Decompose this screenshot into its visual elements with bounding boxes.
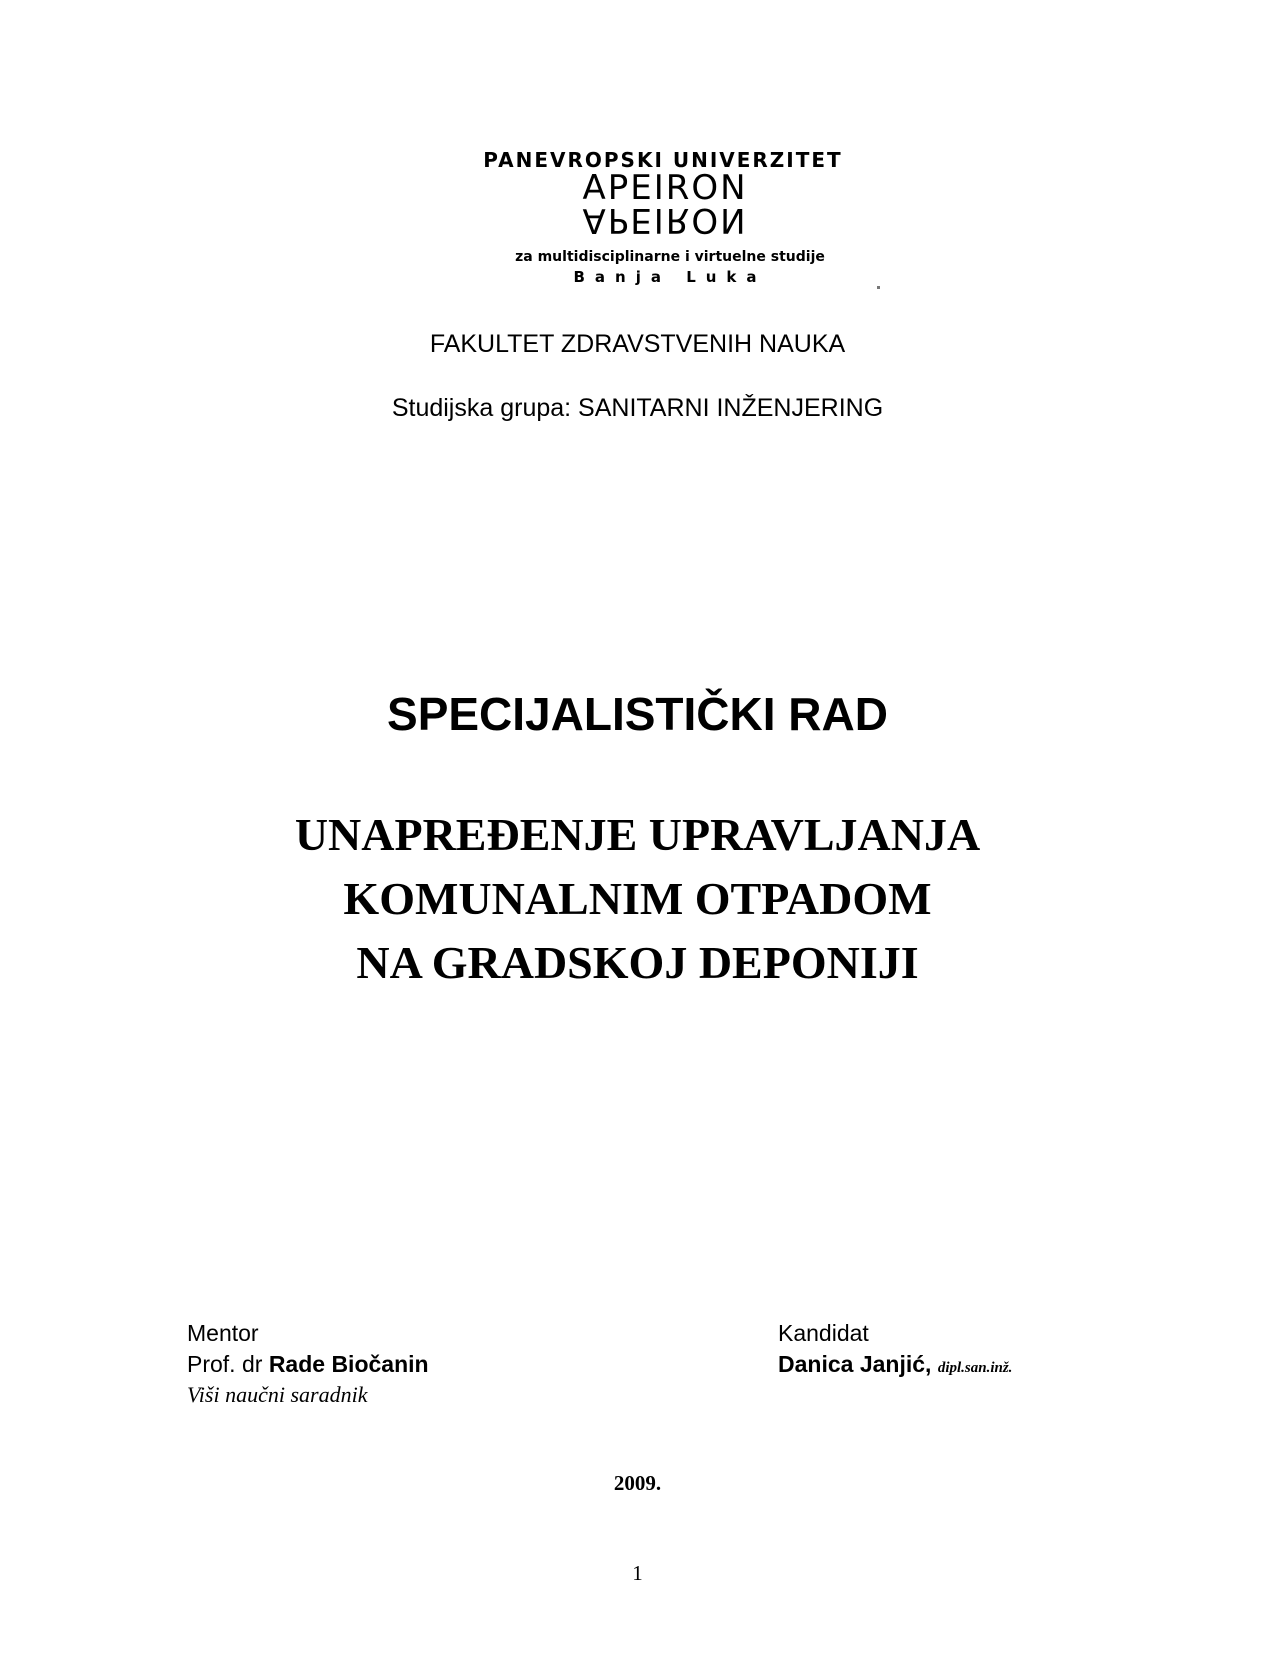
logo-subtitle: za multidisciplinarne i virtuelne studije [515, 249, 825, 265]
candidate-name-line [778, 1351, 1012, 1378]
page-number: 1 [632, 1561, 643, 1585]
mentor-name: Rade Biočanin [268, 1351, 429, 1377]
title-line-1: UNAPREĐENJE UPRAVLJANJA [294, 809, 981, 860]
mentor-prefix: Prof. dr [187, 1351, 269, 1377]
candidate-name: Danica Janjić [778, 1351, 926, 1377]
mentor-name-line [187, 1351, 429, 1378]
title-line-3: NA GRADSKOJ DEPONIJI [356, 937, 919, 988]
faculty-name: FAKULTET ZDRAVSTVENIH NAUKA [429, 330, 846, 358]
candidate-separator: , [925, 1351, 938, 1377]
logo-mirrored-name: APEIRON [582, 200, 748, 240]
study-group: Studijska grupa: SANITARNI INŽENJERING [391, 394, 884, 422]
year: 2009. [613, 1471, 662, 1495]
mentor-title: Viši naučni saradnik [187, 1382, 368, 1407]
scan-speck [877, 286, 880, 289]
logo-university-name: PANEVROPSKI UNIVERZITET [483, 148, 843, 172]
candidate-degree: dipl.san.inž. [937, 1360, 1013, 1376]
logo-city: Banja Luka [573, 268, 767, 286]
document-type: SPECIJALISTIČKI RAD [387, 688, 888, 740]
title-line-2: KOMUNALNIM OTPADOM [343, 873, 932, 924]
logo-name: APEIRON [582, 168, 748, 208]
candidate-label: Kandidat [778, 1320, 869, 1346]
mentor-label: Mentor [187, 1320, 259, 1346]
